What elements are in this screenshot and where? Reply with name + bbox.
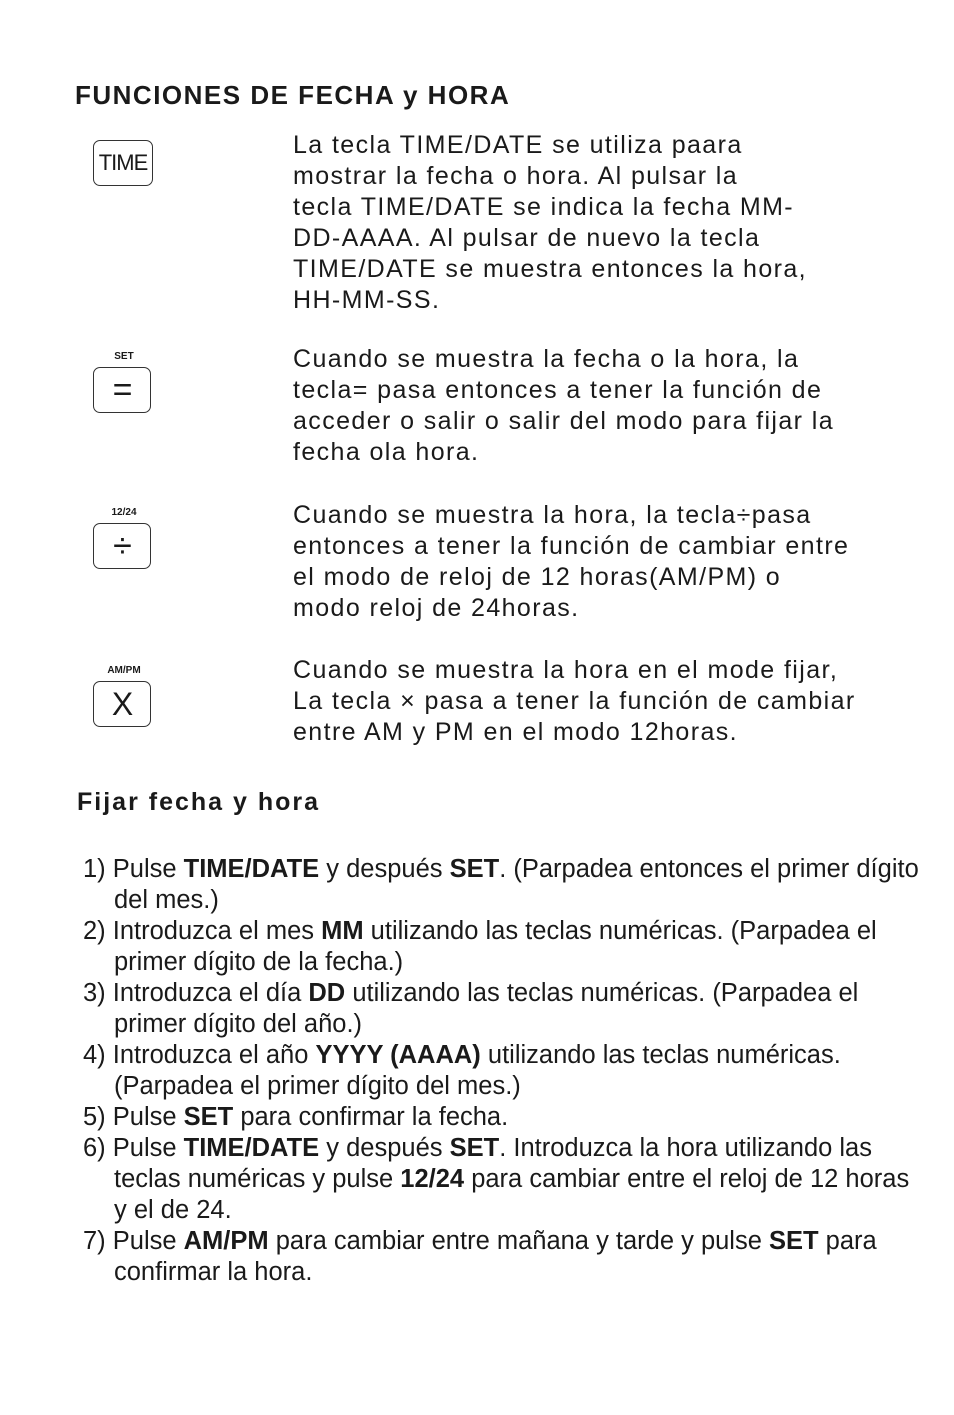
time-key-description — [293, 130, 893, 316]
step-text: 5) Pulse — [83, 1103, 184, 1131]
description-line: entre AM y PM en el modo 12horas. — [293, 718, 739, 746]
description-line: entonces a tener la función de cambiar entre — [293, 532, 850, 560]
key-face: = — [112, 370, 132, 409]
step-item — [83, 1226, 923, 1288]
description-line: TIME/DATE se muestra entonces la hora, — [293, 255, 808, 283]
description-line: HH-MM-SS. — [293, 286, 441, 314]
key-top-label: AM/PM — [107, 665, 141, 676]
step-item — [83, 978, 923, 1040]
step-bold-text: SET — [449, 855, 500, 883]
key-top-label: SET — [114, 351, 134, 362]
description-line: fecha ola hora. — [293, 438, 480, 466]
description-line: mostrar la fecha o hora. Al pulsar la — [293, 162, 739, 190]
description-line: Cuando se muestra la hora en el mode fijar, — [293, 656, 839, 684]
step-item — [83, 916, 923, 978]
step-item — [83, 1133, 923, 1226]
step-bold-text: YYYY (AAAA) — [315, 1041, 481, 1069]
key-face: X — [111, 685, 133, 722]
time-key-icon — [93, 140, 153, 186]
description-line: tecla= pasa entonces a tener la función de — [293, 376, 823, 404]
description-line: DD-AAAA. Al pulsar de nuevo la tecla — [293, 224, 761, 252]
step-text: utilizando las teclas numéricas. (Parpadea el primer dígito del mes.) — [114, 1041, 841, 1100]
multiply-key-icon — [93, 681, 151, 727]
step-bold-text: TIME/DATE — [183, 1134, 320, 1162]
step-text: 7) Pulse — [83, 1227, 184, 1255]
key-face: ÷ — [113, 526, 131, 565]
step-bold-text: 12/24 — [400, 1165, 465, 1193]
steps-list — [83, 854, 923, 1288]
step-bold-text: AM/PM — [183, 1227, 269, 1255]
step-text: y después — [319, 855, 450, 883]
step-text: 6) Pulse — [83, 1134, 184, 1162]
section-title: FUNCIONES DE FECHA y HORA — [75, 80, 511, 110]
step-bold-text: SET — [769, 1227, 819, 1255]
step-text: utilizando las teclas numéricas. (Parpadea el primer dígito de la fecha.) — [114, 917, 877, 976]
description-line: tecla TIME/DATE se indica la fecha MM- — [293, 193, 795, 221]
set-key-block — [93, 351, 155, 413]
time-key-block — [93, 140, 155, 186]
divide-key-description — [293, 500, 893, 624]
step-text: 3) Introduzca el día — [83, 979, 309, 1007]
step-bold-text: TIME/DATE — [183, 855, 320, 883]
step-text: utilizando las teclas numéricas. (Parpadea el primer dígito del año.) — [114, 979, 859, 1038]
description-line: La tecla TIME/DATE se utiliza paara — [293, 131, 743, 159]
step-item — [83, 1040, 923, 1102]
key-top-label: 12/24 — [111, 507, 137, 518]
key-face: TIME — [98, 150, 148, 175]
step-bold-text: SET — [183, 1103, 234, 1131]
multiply-key-block — [93, 665, 155, 727]
description-line: el modo de reloj de 12 horas(AM/PM) o — [293, 563, 782, 591]
step-bold-text: DD — [308, 979, 346, 1007]
step-text: para cambiar entre mañana y tarde y pulse — [268, 1227, 769, 1255]
divide-key-icon — [93, 523, 151, 569]
description-line: La tecla × pasa a tener la función de cambiar — [293, 687, 856, 715]
step-text: para confirmar la hora. — [114, 1227, 877, 1286]
step-text: y después — [319, 1134, 450, 1162]
step-text: . Introduzca la hora utilizando las teclas numéricas y pulse — [114, 1134, 872, 1193]
step-text: para confirmar la fecha. — [233, 1103, 509, 1131]
step-item — [83, 854, 923, 916]
step-text: 4) Introduzca el año — [83, 1041, 316, 1069]
description-line: acceder o salir o salir del modo para fijar la — [293, 407, 835, 435]
step-bold-text: MM — [321, 917, 364, 945]
set-key-description — [293, 344, 893, 468]
description-line: Cuando se muestra la hora, la tecla÷pasa — [293, 501, 812, 529]
description-line: Cuando se muestra la fecha o la hora, la — [293, 345, 800, 373]
step-text: 1) Pulse — [83, 855, 184, 883]
description-line: modo reloj de 24horas. — [293, 594, 580, 622]
step-text: . (Parpadea entonces el primer dígito del mes.) — [114, 855, 919, 914]
step-text: 2) Introduzca el mes — [83, 917, 322, 945]
multiply-key-description — [293, 655, 893, 748]
subsection-title: Fijar fecha y hora — [77, 788, 321, 816]
step-text: para cambiar entre el reloj de 12 horas y el de 24. — [114, 1165, 910, 1224]
step-bold-text: SET — [449, 1134, 500, 1162]
step-item — [83, 1102, 923, 1133]
divide-key-block — [93, 507, 155, 569]
equals-key-icon — [93, 367, 151, 413]
